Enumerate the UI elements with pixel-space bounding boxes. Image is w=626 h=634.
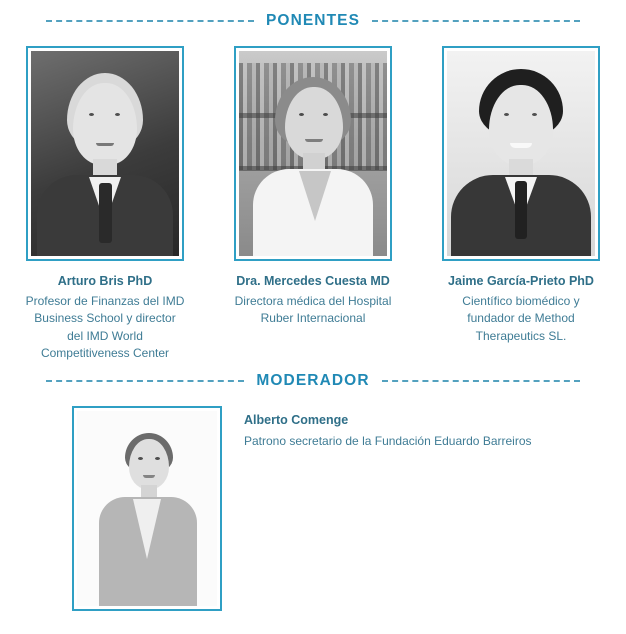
speaker-name: Dra. Mercedes Cuesta MD xyxy=(236,274,390,288)
speaker-name: Arturo Bris PhD xyxy=(57,274,153,288)
dashed-rule-right xyxy=(382,380,580,382)
speaker-role: Científico biomédico y fundador de Method Therapeutics SL. xyxy=(462,293,580,343)
photo-frame xyxy=(26,46,184,261)
speaker-card xyxy=(229,46,397,328)
moderator-card xyxy=(0,406,626,611)
portrait-mercedes-cuesta xyxy=(239,51,387,256)
moderator-role: Patrono secretario de la Fundación Eduardo Barreiros xyxy=(244,433,532,448)
portrait-alberto-comenge xyxy=(77,411,217,606)
speaker-card xyxy=(437,46,605,345)
speakers-panel xyxy=(0,12,626,634)
photo-frame xyxy=(72,406,222,611)
speaker-role: Profesor de Finanzas del IMD Business School y director del IMD World Competitiveness Center xyxy=(25,293,185,361)
speakers-section-header xyxy=(0,12,626,30)
portrait-jaime-garcia-prieto xyxy=(447,51,595,256)
photo-frame xyxy=(442,46,600,261)
dashed-rule-right xyxy=(372,20,580,22)
photo-frame xyxy=(234,46,392,261)
speakers-list xyxy=(0,46,626,362)
moderator-section-title: MODERADOR xyxy=(256,372,370,390)
portrait-arturo-bris xyxy=(31,51,179,256)
speaker-role: Directora médica del Hospital Ruber Internacional xyxy=(234,293,392,326)
moderator-name: Alberto Comenge xyxy=(244,413,349,428)
moderator-section-header xyxy=(0,372,626,390)
moderator-text xyxy=(244,406,532,450)
speakers-section-title: PONENTES xyxy=(265,12,361,29)
speaker-name: Jaime García-Prieto PhD xyxy=(448,274,594,288)
dashed-rule-left xyxy=(46,20,254,22)
dashed-rule-left xyxy=(46,380,244,382)
speaker-card xyxy=(21,46,189,362)
